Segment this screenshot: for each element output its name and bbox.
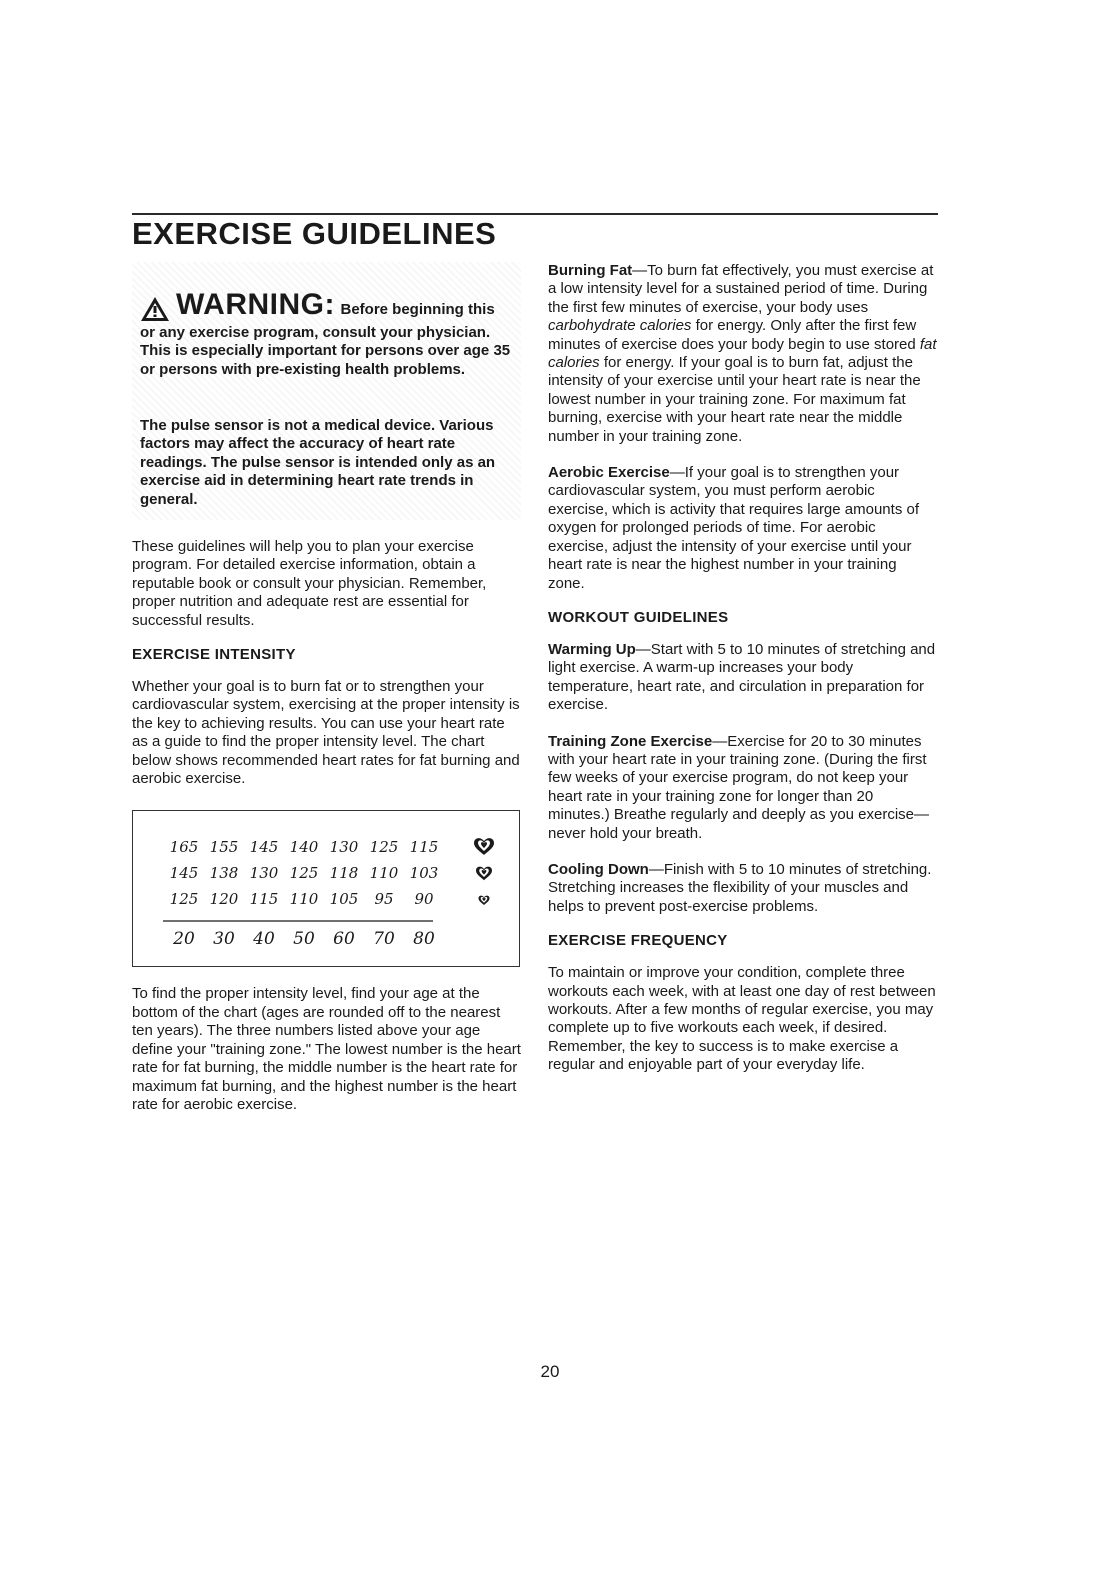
cooling-down-lead: Cooling Down (548, 860, 649, 878)
intensity-heading: EXERCISE INTENSITY (132, 646, 296, 664)
page-title: EXERCISE GUIDELINES (132, 216, 497, 251)
heart-rate-value: 155 (209, 838, 239, 857)
burning-fat-paragraph (548, 262, 937, 446)
training-zone-lead: Training Zone Exercise (548, 732, 713, 750)
warning-triangle-icon (140, 296, 170, 322)
intensity-paragraph: Whether your goal is to burn fat or to strengthen your cardiovascular system, exercising at the proper intensity is the key to achieving results. You can use your heart rate as a guide to find the proper intensity level. The chart below shows recommended heart rates for fat burning and aerobic exercise. (132, 678, 520, 788)
intro-paragraph: These guidelines will help you to plan your exercise program. For detailed exercise information, obtain a reputable book or consult your physician. Remember, proper nutrition and adequate rest are essential for successful results. (132, 538, 487, 629)
training-zone-text: —Exercise for 20 to 30 minutes with your heart rate in your training zone. (During the first few weeks of your exercise program, do not keep your heart rate in your training zone for longer than 20 minutes.) Breathe regularly and deeply as you exercise—never hold your breath. (548, 732, 930, 842)
heart-rate-value: 140 (289, 838, 319, 857)
aerobic-paragraph (548, 464, 937, 593)
title-rule (132, 213, 938, 215)
burning-fat-text-1: —To burn fat effectively, you must exercise at a low intensity level for a sustained period of time. During the first few minutes of exercise, your body uses (548, 262, 934, 316)
heart-rate-value: 110 (289, 890, 319, 909)
age-label: 60 (333, 929, 355, 950)
age-label: 40 (253, 929, 275, 950)
heart-rate-value: 130 (249, 864, 279, 883)
carbohydrate-calories-term: carbohydrate calories (548, 317, 692, 335)
heart-rate-value: 120 (209, 890, 239, 909)
cooling-down-text: —Finish with 5 to 10 minutes of stretching. Stretching increases the flexibility of your muscles and helps to prevent post-exercise problems. (548, 860, 932, 915)
burning-fat-text-2: for energy. Only after the first few minutes of exercise does your body begin to use stored (548, 317, 920, 353)
medium-heart-icon (476, 867, 492, 881)
warning-heading-line (140, 288, 495, 322)
heart-rate-value: 110 (369, 864, 399, 883)
frequency-heading: EXERCISE FREQUENCY (548, 932, 728, 950)
workout-heading: WORKOUT GUIDELINES (548, 608, 729, 626)
right-column (548, 262, 937, 1075)
heart-rate-value: 125 (289, 864, 319, 883)
heart-rate-value: 165 (169, 838, 199, 857)
heart-rate-value: 125 (369, 838, 399, 857)
aerobic-lead: Aerobic Exercise (548, 464, 670, 482)
aerobic-text: —If your goal is to strengthen your cardiovascular system, you must perform aerobic exercise, which is activity that requires large amounts of oxygen for prolonged periods of time. For aerobic exercise, adjust the intensity of your exercise until your heart rate is near the highest number in your training zone. (548, 464, 919, 592)
age-label: 50 (293, 929, 315, 950)
heart-rate-value: 145 (249, 838, 279, 857)
heart-rate-value: 90 (414, 890, 434, 909)
burning-fat-text-3: for energy. If your goal is to burn fat, adjust the intensity of your exercise until your heart rate is near the lowest number in your training zone. For maximum fat burning, exercise with your heart rate near the middle number in your training zone. (548, 354, 921, 445)
burning-fat-lead: Burning Fat (548, 262, 633, 279)
warning-lead: Before beginning this (340, 301, 495, 318)
heart-rate-value: 105 (329, 890, 359, 909)
warning-text: or any exercise program, consult your physician. This is especially important for persons over age 35 or persons with pre-existing health problems. (140, 324, 511, 378)
heart-rate-chart (132, 810, 520, 967)
warming-up-text: —Start with 5 to 10 minutes of stretching and light exercise. A warm-up increases your body temperature, heart rate, and circulation in preparation for exercise. (548, 640, 936, 714)
page-number: 20 (540, 1362, 560, 1381)
training-zone-paragraph (548, 733, 937, 843)
frequency-paragraph: To maintain or improve your condition, complete three workouts each week, with at least one day of rest between workouts. After a few months of regular exercise, you may complete up to five workouts each week, if desired. Remember, the key to success is to make exercise a regular and enjoyable part of your everyday life. (548, 964, 936, 1074)
age-label: 70 (373, 929, 395, 950)
warning-box (132, 262, 521, 520)
warning-heading: WARNING (176, 288, 325, 321)
age-label: 20 (173, 929, 195, 950)
heart-rate-value: 95 (374, 890, 394, 909)
warning-colon: : (324, 288, 335, 321)
heart-rate-value: 145 (169, 864, 199, 883)
heart-rate-value: 130 (329, 838, 359, 857)
heart-rate-value: 115 (249, 890, 279, 909)
heart-rate-chart-svg (133, 811, 519, 966)
heart-rate-value: 103 (409, 864, 439, 883)
age-label: 80 (413, 929, 435, 950)
warming-up-paragraph (548, 641, 937, 715)
left-column (132, 262, 521, 1114)
large-heart-icon (474, 839, 494, 856)
cooling-down-paragraph (548, 861, 937, 916)
heart-rate-value: 125 (169, 890, 199, 909)
heart-rate-value: 115 (409, 838, 439, 857)
small-heart-icon (479, 896, 490, 905)
warming-up-lead: Warming Up (548, 640, 636, 658)
heart-rate-value: 118 (329, 864, 359, 883)
chart-explanation: To find the proper intensity level, find your age at the bottom of the chart (ages are rounded off to the nearest ten years). The three numbers listed above your age define your "training zone." The lowest number is the heart rate for fat burning, the middle number is the heart rate for maximum fat burning, and the highest number is the heart rate for aerobic exercise. (132, 985, 521, 1113)
heart-rate-value: 138 (209, 864, 239, 883)
fat-calories-term: fat calories (548, 335, 937, 372)
age-label: 30 (213, 929, 235, 950)
pulse-sensor-note: The pulse sensor is not a medical device. Various factors may affect the accuracy of heart rate readings. The pulse sensor is intended only as an exercise aid in determining heart rate trends in general. (140, 417, 496, 508)
